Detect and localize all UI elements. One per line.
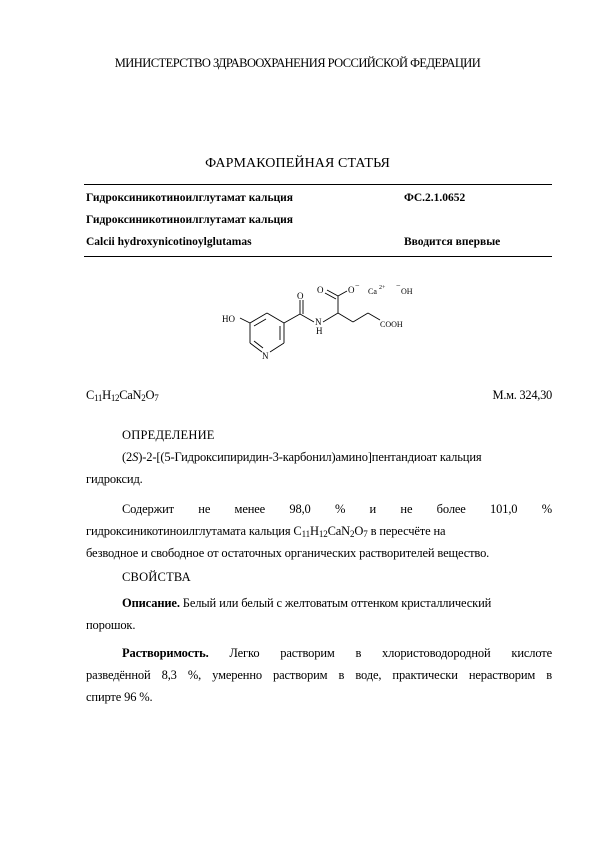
properties-solubility: Растворимость. Легко растворим в хлористоводородной кислоте [122,646,552,660]
section-definition-title: ОПРЕДЕЛЕНИЕ [122,428,215,442]
label-calcium-charge: 2+ [379,285,386,291]
definition-content-line1: Содержит не менее 98,0 % и не более 101,0 % [122,502,552,516]
chain-bond-2 [353,313,368,322]
label-o-minus-charge: − [355,281,360,290]
label-nh-h: H [316,326,323,336]
section-properties-title: СВОЙСТВА [122,570,191,584]
divider-top [84,184,552,185]
monograph-status: Вводится впервые [404,236,501,248]
definition-content-line3: безводное и свободное от остаточных органических растворителей вещество. [86,546,490,560]
properties-solubility-line3: спирте 96 %. [86,690,153,704]
monograph-name-latin: Calcii hydroxynicotinoylglutamas [86,236,252,248]
pyridine-ring [250,313,284,352]
amide-cn-bond [300,314,314,322]
properties-description-end: порошок. [86,618,136,632]
carboxylate-co-minus-bond [338,291,347,296]
label-hydroxide: OH [401,287,413,296]
ring-carbonyl-bond [284,314,300,323]
properties-description: Описание. Белый или белый с желтоватым оттенком кристаллический [122,596,492,610]
molecular-formula: $C_{11}H_{12}CaN_2O_7$ [86,388,159,403]
ministry-title: МИНИСТЕРСТВО ЗДРАВООХРАНЕНИЯ РОССИЙСКОЙ ФЕДЕРАЦИИ [114,56,481,70]
structural-formula [210,278,450,373]
hydroxy-bond [240,318,250,323]
label-ho: HO [222,314,235,324]
monograph-name-ru-2: Гидроксиникотиноилглутамат кальция [86,214,294,226]
label-ring-n: N [262,351,269,361]
label-o-minus: O [348,285,355,295]
monograph-code: ФС.2.1.0652 [404,192,466,204]
label-oh-charge: − [396,281,401,290]
label-calcium: Ca [368,287,377,296]
definition-content-line2: гидроксиникотиноилглутамата кальция $C_{11}H_{12}CaN_2O_7$ в пересчёте на [86,524,446,539]
label-cooh: COOH [380,320,403,329]
definition-chemical-name: (2S)-2-[(5-Гидроксипиридин-3-карбонил)амино]пентандиоат кальция [122,450,482,464]
label-amide-o: O [297,291,304,301]
document-type-title: ФАРМАКОПЕЙНАЯ СТАТЬЯ [205,156,390,171]
label-nh-n: N [315,317,322,327]
chain-bond-3 [368,313,380,320]
properties-solubility-line2: разведённой 8,3 %, умеренно растворим в воде, практически нерастворим в [86,668,552,682]
divider-bottom [84,256,552,257]
molecular-weight: М.м. 324,30 [492,388,552,402]
monograph-name-ru: Гидроксиникотиноилглутамат кальция [86,192,294,204]
label-carboxylate-o: O [317,285,324,295]
chain-bond-1 [338,313,353,322]
n-calpha-bond [323,313,338,322]
definition-chemical-name-end: гидроксид. [86,472,143,486]
